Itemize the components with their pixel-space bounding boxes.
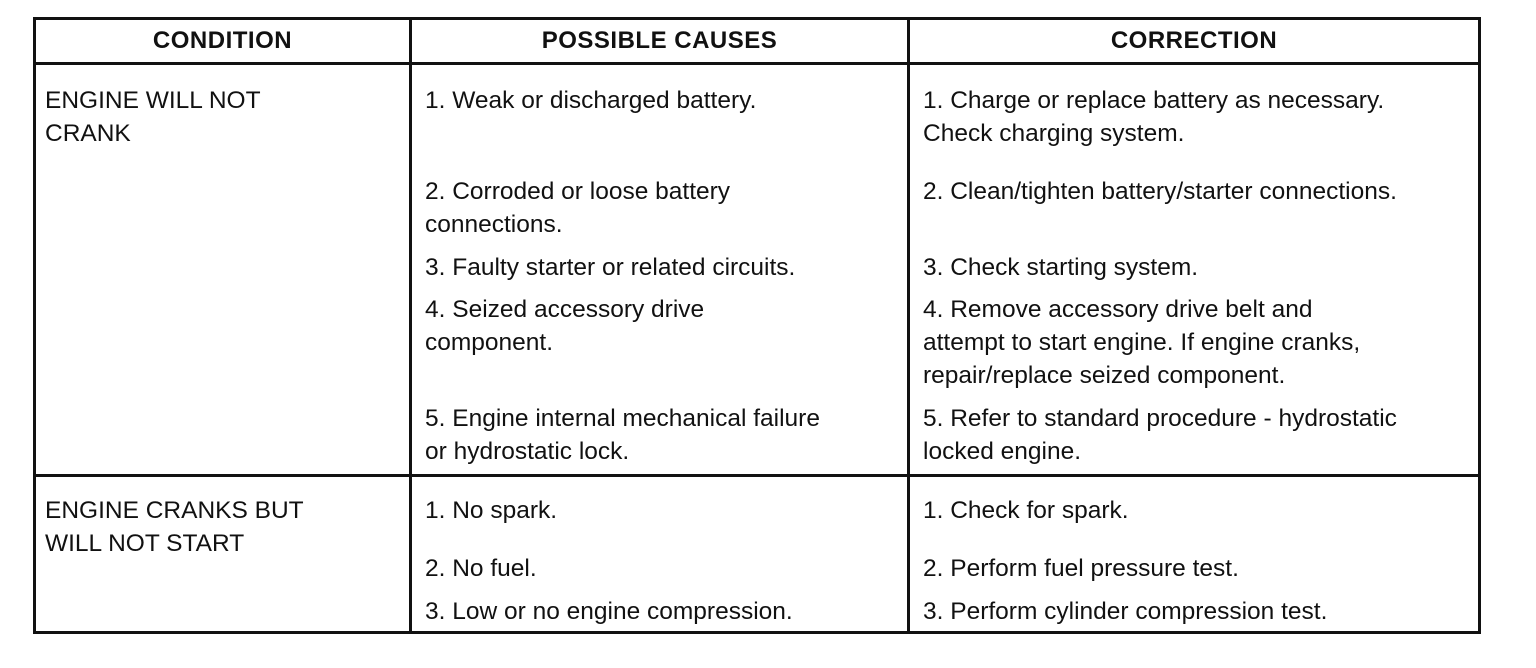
cause-text: component. [425, 329, 554, 356]
correction-text: 1. Check for spark. [923, 497, 1129, 524]
cause-text: 2. No fuel. [425, 555, 537, 582]
cause-text: 4. Seized accessory drive [425, 296, 705, 323]
correction-text: 4. Remove accessory drive belt and [923, 296, 1313, 323]
cause-text: 5. Engine internal mechanical failure [425, 405, 820, 432]
row-divider [36, 474, 1478, 477]
header-condition: CONDITION [152, 27, 293, 54]
correction-text: 1. Charge or replace battery as necessary. [923, 87, 1385, 114]
cause-text: connections. [425, 211, 563, 238]
column-divider [907, 20, 910, 631]
condition-label: ENGINE WILL NOT [45, 87, 261, 114]
correction-text: 3. Perform cylinder compression test. [923, 598, 1328, 625]
troubleshooting-table [33, 17, 1481, 634]
cause-text: 1. Weak or discharged battery. [425, 87, 757, 114]
column-divider [409, 20, 412, 631]
condition-label: WILL NOT START [45, 530, 245, 557]
table-header [36, 20, 1478, 65]
condition-label: CRANK [45, 120, 131, 147]
header-possible-causes: POSSIBLE CAUSES [541, 27, 778, 54]
correction-text: 5. Refer to standard procedure - hydrostatic [923, 405, 1397, 432]
cause-text: 2. Corroded or loose battery [425, 178, 731, 205]
correction-text: repair/replace seized component. [923, 362, 1286, 389]
cause-text: 3. Low or no engine compression. [425, 598, 793, 625]
correction-text: attempt to start engine. If engine cranks, [923, 329, 1361, 356]
correction-text: Check charging system. [923, 120, 1185, 147]
correction-text: 2. Clean/tighten battery/starter connections. [923, 178, 1397, 205]
correction-text: 3. Check starting system. [923, 254, 1199, 281]
cause-text: or hydrostatic lock. [425, 438, 630, 465]
condition-label: ENGINE CRANKS BUT [45, 497, 304, 524]
correction-text: 2. Perform fuel pressure test. [923, 555, 1239, 582]
cause-text: 3. Faulty starter or related circuits. [425, 254, 796, 281]
correction-text: locked engine. [923, 438, 1082, 465]
header-correction: CORRECTION [1110, 27, 1278, 54]
cause-text: 1. No spark. [425, 497, 558, 524]
